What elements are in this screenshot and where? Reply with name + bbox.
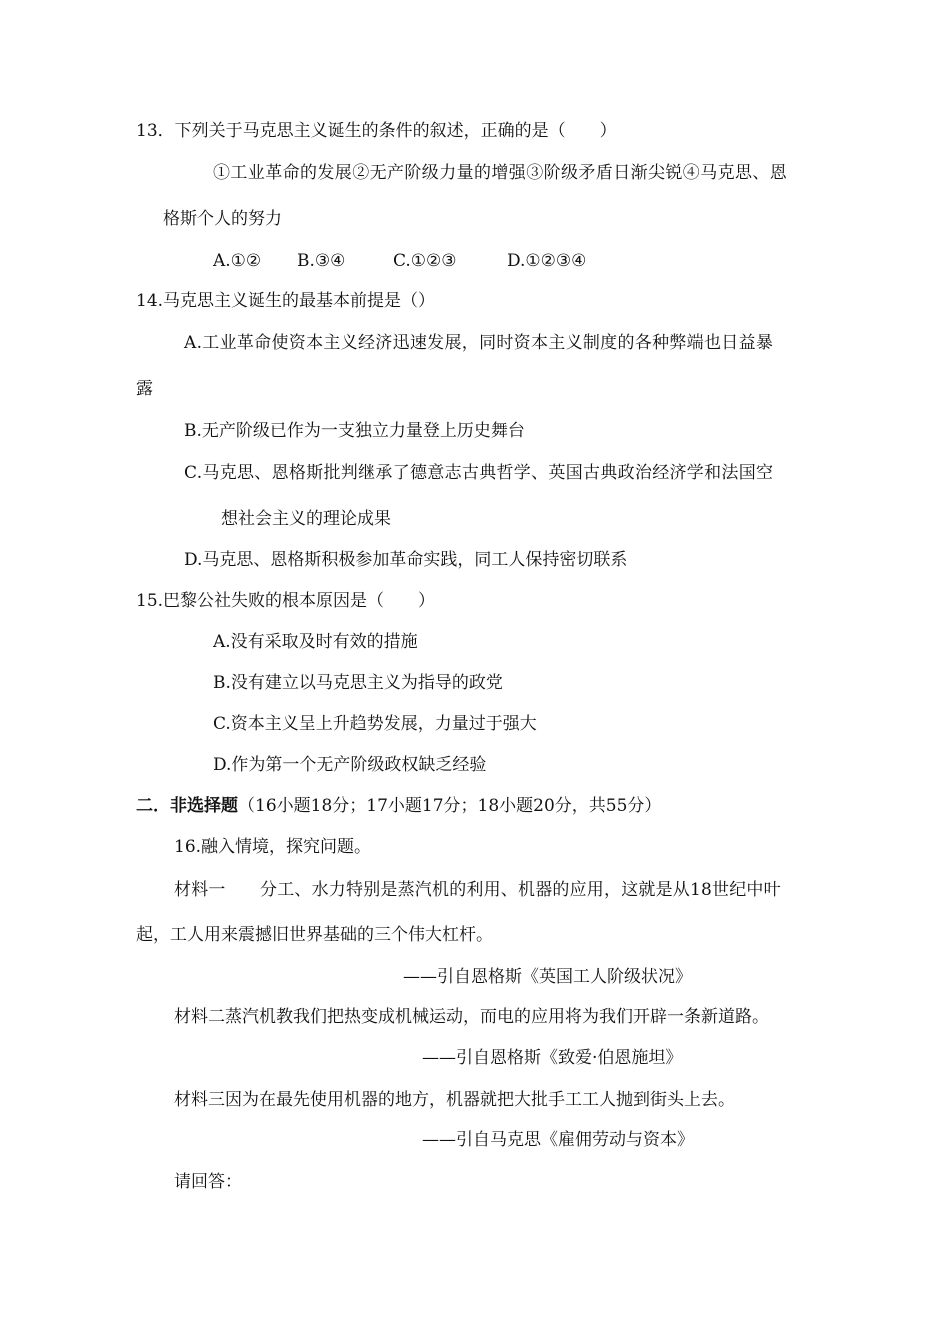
q15-option-b: B.没有建立以马克思主义为指导的政党 xyxy=(213,673,503,693)
q13-option-a: A.①② xyxy=(213,251,262,271)
q13-option-c: C.①②③ xyxy=(393,251,457,271)
q14-option-b: B.无产阶级已作为一支独立力量登上历史舞台 xyxy=(184,421,525,441)
q16-material1-line2: 起，工人用来震撼旧世界基础的三个伟大杠杆。 xyxy=(136,925,493,945)
q13-stem: 13．下列关于马克思主义诞生的条件的叙述，正确的是（ ） xyxy=(136,121,617,141)
q16-material2-source: ——引自恩格斯《致爱·伯恩施坦》 xyxy=(422,1048,683,1068)
q13-options xyxy=(213,250,586,272)
q14-option-c-line1: C.马克思、恩格斯批判继承了德意志古典哲学、英国古典政治经济学和法国空 xyxy=(184,463,774,483)
q15-option-c: C.资本主义呈上升趋势发展，力量过于强大 xyxy=(213,714,537,734)
q16-material3: 材料三因为在最先使用机器的地方，机器就把大批手工工人抛到街头上去。 xyxy=(174,1090,735,1110)
q13-items-line1: ①工业革命的发展②无产阶级力量的增强③阶级矛盾日渐尖锐④马克思、恩 xyxy=(213,163,788,183)
q16-material1-source: ——引自恩格斯《英国工人阶级状况》 xyxy=(403,967,692,987)
q15-option-a: A.没有采取及时有效的措施 xyxy=(213,632,418,652)
q13-option-d: D.①②③④ xyxy=(507,251,587,271)
q16-material3-source: ——引自马克思《雇佣劳动与资本》 xyxy=(422,1130,694,1150)
q13-option-b: B.③④ xyxy=(297,251,346,271)
section2-title: 二．非选择题 xyxy=(136,796,238,816)
q16-material1-line1: 材料一 分工、水力特别是蒸汽机的利用、机器的应用，这就是从18世纪中叶 xyxy=(174,880,781,900)
q14-option-a-line2: 露 xyxy=(136,379,153,399)
q16-stem: 16.融入情境，探究问题。 xyxy=(174,837,372,857)
q16-prompt: 请回答： xyxy=(174,1172,242,1192)
q14-stem: 14.马克思主义诞生的最基本前提是（） xyxy=(136,291,436,311)
q14-option-c-line2: 想社会主义的理论成果 xyxy=(221,509,391,529)
section2-note: （16小题18分；17小题17分；18小题20分，共55分） xyxy=(238,796,662,816)
q15-stem: 15.巴黎公社失败的根本原因是（ ） xyxy=(136,591,436,611)
q14-option-a-line1: A.工业革命使资本主义经济迅速发展，同时资本主义制度的各种弊端也日益暴 xyxy=(184,333,774,353)
section2-heading xyxy=(136,795,661,817)
q15-option-d: D.作为第一个无产阶级政权缺乏经验 xyxy=(213,755,487,775)
q13-items-line2: 格斯个人的努力 xyxy=(163,209,282,229)
q16-material2: 材料二蒸汽机教我们把热变成机械运动，而电的应用将为我们开辟一条新道路。 xyxy=(174,1007,769,1027)
q14-option-d: D.马克思、恩格斯积极参加革命实践，同工人保持密切联系 xyxy=(184,550,628,570)
